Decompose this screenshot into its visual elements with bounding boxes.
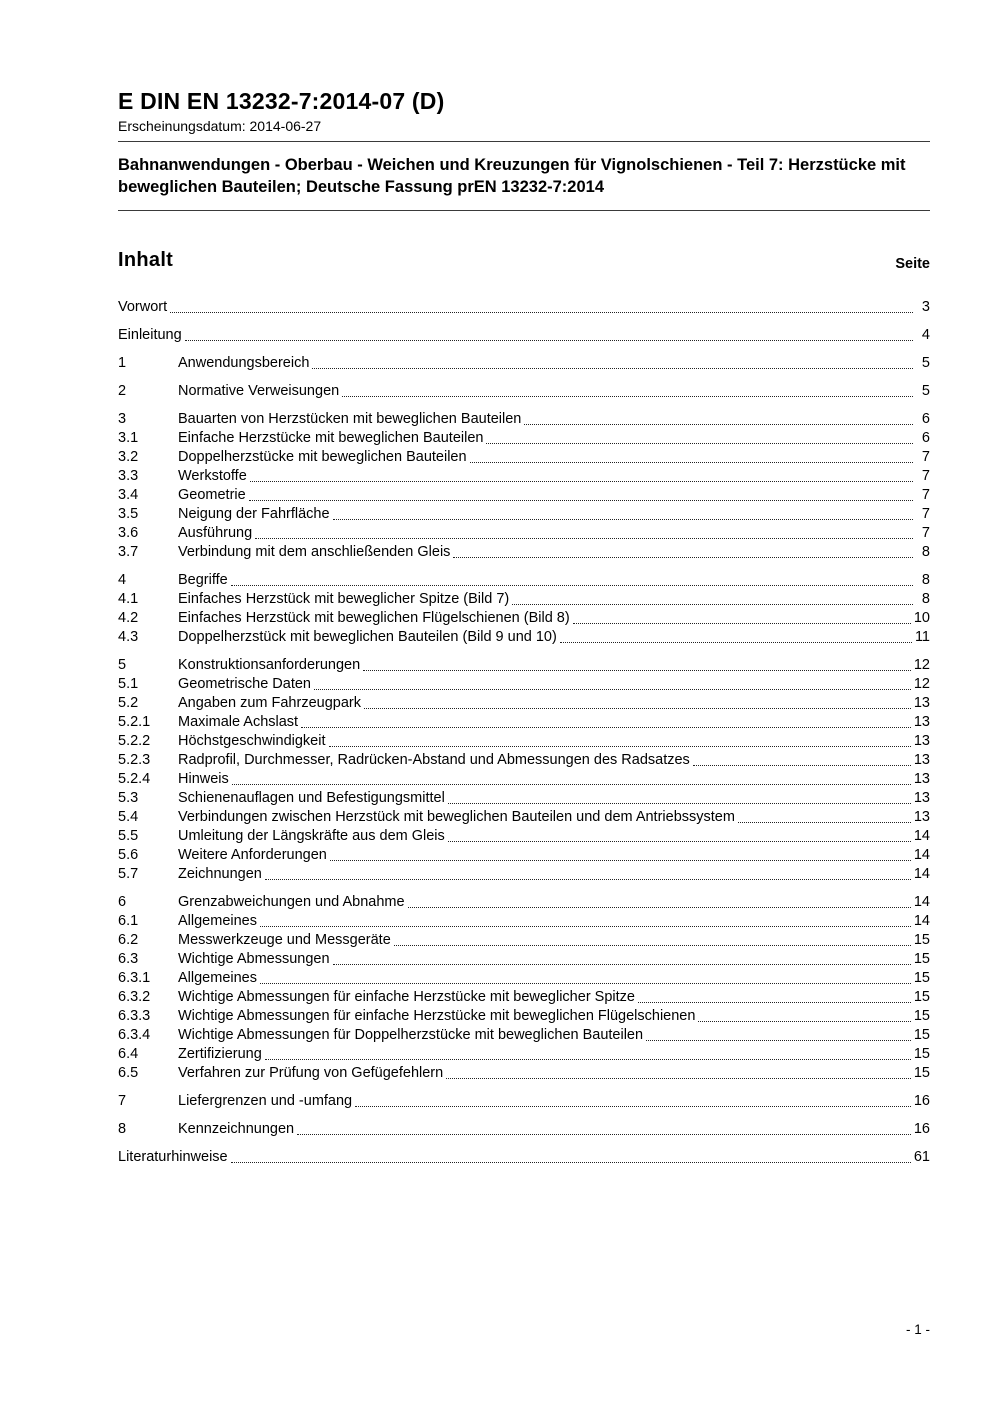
toc-dotted-leader (249, 486, 913, 501)
toc-row (118, 950, 930, 969)
toc-entry-page: 8 (921, 544, 930, 560)
toc-entry-title: Höchstgeschwindigkeit (178, 733, 326, 749)
toc-entry-number: 6.3.4 (118, 1027, 151, 1043)
toc-entry-number: 5.7 (118, 866, 139, 882)
toc-row (118, 1064, 930, 1083)
toc-entry-title: Normative Verweisungen (178, 383, 340, 399)
toc-entry-title: Einfaches Herzstück mit beweglichen Flügelschienen (Bild 8) (178, 610, 570, 626)
toc-entry-page: 7 (921, 525, 930, 541)
toc-entry-number: 3.7 (118, 544, 139, 560)
toc-entry-page: 14 (913, 828, 930, 844)
toc-entry-page: 5 (921, 383, 930, 399)
title-divider (118, 210, 930, 211)
toc-dotted-leader (524, 410, 913, 425)
toc-entry-title: Weitere Anforderungen (178, 847, 327, 863)
toc-entry-title: Wichtige Abmessungen für einfache Herzstücke mit beweglichen Flügelschienen (178, 1008, 696, 1024)
toc-entry-number: 5.2 (118, 695, 139, 711)
toc-entry-title: Einfache Herzstücke mit beweglichen Bauteilen (178, 430, 484, 446)
toc-entry-number: 5.2.1 (118, 714, 151, 730)
toc-dotted-leader (250, 467, 913, 482)
toc-entry-page: 16 (913, 1093, 930, 1109)
publication-date: Erscheinungsdatum: 2014-06-27 (118, 118, 322, 134)
toc-row (118, 505, 930, 524)
toc-row (118, 467, 930, 486)
toc-entry-page: 13 (913, 809, 930, 825)
toc-entry-number: 6.3.1 (118, 970, 151, 986)
toc-dotted-leader (301, 713, 911, 728)
toc-heading: Inhalt (118, 249, 174, 271)
toc-entry-page: 15 (913, 1046, 930, 1062)
toc-entry-title: Begriffe (178, 572, 228, 588)
toc-entry-page: 12 (913, 676, 930, 692)
toc-entry-title: Maximale Achslast (178, 714, 299, 730)
toc-dotted-leader (342, 382, 913, 397)
toc-entry-title: Verbindung mit dem anschließenden Gleis (178, 544, 451, 560)
toc-list (118, 298, 930, 1167)
toc-entry-number: 1 (118, 355, 127, 371)
toc-entry-number: 3.5 (118, 506, 139, 522)
toc-entry-title: Grenzabweichungen und Abnahme (178, 894, 405, 910)
toc-row (118, 571, 930, 590)
toc-entry-title: Bauarten von Herzstücken mit beweglichen Bauteilen (178, 411, 522, 427)
toc-dotted-leader (329, 732, 911, 747)
toc-entry-number: 5.2.4 (118, 771, 151, 787)
toc-row (118, 656, 930, 675)
toc-entry-title: Angaben zum Fahrzeugpark (178, 695, 361, 711)
toc-entry-number: 4.1 (118, 591, 139, 607)
document-id: E DIN EN 13232-7:2014-07 (D) (118, 88, 445, 114)
toc-entry-number: 3.4 (118, 487, 139, 503)
toc-dotted-leader (646, 1026, 911, 1041)
toc-entry-title: Wichtige Abmessungen für Doppelherzstücke mit beweglichen Bauteilen (178, 1027, 644, 1043)
toc-entry-title: Konstruktionsanforderungen (178, 657, 361, 673)
toc-entry-number: 3 (118, 411, 127, 427)
toc-row (118, 1007, 930, 1026)
toc-entry-title: Liefergrenzen und -umfang (178, 1093, 353, 1109)
toc-entry-page: 15 (913, 970, 930, 986)
toc-dotted-leader (738, 808, 911, 823)
toc-entry-page: 15 (913, 989, 930, 1005)
page-column-label: Seite (895, 256, 930, 272)
toc-dotted-leader (330, 846, 911, 861)
toc-entry-page: 13 (913, 695, 930, 711)
toc-dotted-leader (453, 543, 913, 558)
toc-entry-number: 3.2 (118, 449, 139, 465)
toc-entry-page: 6 (921, 411, 930, 427)
toc-header (118, 249, 930, 272)
toc-dotted-leader (448, 827, 911, 842)
toc-entry-number: 5.6 (118, 847, 139, 863)
document-title: Bahnanwendungen - Oberbau - Weichen und Kreuzungen für Vignolschienen - Teil 7: Herzstücke mit beweglichen Bauteilen; Deutsche Fassung prEN 13232-7:2014 (118, 156, 906, 196)
toc-row (118, 1120, 930, 1139)
toc-dotted-leader (470, 448, 913, 463)
toc-entry-number: 6.5 (118, 1065, 139, 1081)
toc-dotted-leader (448, 789, 911, 804)
toc-dotted-leader (333, 950, 911, 965)
toc-row (118, 988, 930, 1007)
toc-row (118, 827, 930, 846)
toc-row (118, 694, 930, 713)
toc-dotted-leader (297, 1120, 911, 1135)
toc-entry-title: Kennzeichnungen (178, 1121, 295, 1137)
toc-row (118, 931, 930, 950)
toc-dotted-leader (265, 865, 911, 880)
toc-dotted-leader (232, 770, 911, 785)
toc-dotted-leader (231, 1148, 911, 1163)
toc-entry-number: 5.5 (118, 828, 139, 844)
toc-entry-number: 4.2 (118, 610, 139, 626)
toc-entry-page: 15 (913, 932, 930, 948)
toc-dotted-leader (698, 1007, 910, 1022)
toc-entry-number: 5 (118, 657, 127, 673)
toc-entry-page: 8 (921, 572, 930, 588)
toc-entry-page: 14 (913, 847, 930, 863)
toc-entry-title: Zertifizierung (178, 1046, 262, 1062)
toc-entry-number: 5.4 (118, 809, 139, 825)
toc-row (118, 609, 930, 628)
toc-row (118, 354, 930, 373)
toc-entry-title: Geometrie (178, 487, 246, 503)
toc-entry-number: 7 (118, 1093, 127, 1109)
toc-row (118, 543, 930, 562)
toc-row (118, 969, 930, 988)
toc-entry-number: 6.3.2 (118, 989, 151, 1005)
toc-entry-number: 6.3.3 (118, 1008, 151, 1024)
toc-entry-number: 6 (118, 894, 127, 910)
toc-entry-title: Radprofil, Durchmesser, Radrücken-Abstand und Abmessungen des Radsatzes (178, 752, 690, 768)
toc-row (118, 893, 930, 912)
toc-dotted-leader (255, 524, 913, 539)
toc-row (118, 590, 930, 609)
toc-row (118, 789, 930, 808)
toc-entry-page: 13 (913, 733, 930, 749)
toc-entry-number: 5.2.3 (118, 752, 151, 768)
toc-entry-title: Werkstoffe (178, 468, 247, 484)
toc-entry-title: Wichtige Abmessungen (178, 951, 330, 967)
toc-entry-number: 5.1 (118, 676, 139, 692)
toc-entry-page: 7 (921, 468, 930, 484)
toc-row (118, 846, 930, 865)
toc-dotted-leader (693, 751, 911, 766)
toc-entry-page: 10 (913, 610, 930, 626)
toc-row (118, 865, 930, 884)
toc-dotted-leader (312, 354, 913, 369)
toc-entry-title: Verbindungen zwischen Herzstück mit beweglichen Bauteilen und dem Antriebssystem (178, 809, 735, 825)
toc-entry-title: Einfaches Herzstück mit beweglicher Spitze (Bild 7) (178, 591, 510, 607)
toc-entry-page: 13 (913, 752, 930, 768)
toc-dotted-leader (260, 912, 911, 927)
toc-dotted-leader (314, 675, 911, 690)
toc-dotted-leader (364, 694, 911, 709)
toc-entry-number: 2 (118, 383, 127, 399)
toc-row (118, 410, 930, 429)
toc-entry-title: Wichtige Abmessungen für einfache Herzstücke mit beweglicher Spitze (178, 989, 635, 1005)
toc-entry-title: Doppelherzstück mit beweglichen Bauteilen (Bild 9 und 10) (178, 629, 557, 645)
toc-entry-title: Einleitung (118, 327, 182, 343)
toc-entry-title: Vorwort (118, 299, 168, 315)
toc-entry-page: 14 (913, 866, 930, 882)
toc-entry-title: Zeichnungen (178, 866, 262, 882)
toc-row (118, 732, 930, 751)
toc-row (118, 1045, 930, 1064)
toc-dotted-leader (170, 298, 913, 313)
toc-dotted-leader (333, 505, 913, 520)
toc-row (118, 1092, 930, 1111)
toc-row (118, 713, 930, 732)
toc-entry-title: Neigung der Fahrfläche (178, 506, 330, 522)
toc-entry-page: 13 (913, 790, 930, 806)
toc-entry-number: 6.4 (118, 1046, 139, 1062)
toc-entry-page: 16 (913, 1121, 930, 1137)
toc-dotted-leader (446, 1064, 911, 1079)
toc-dotted-leader (265, 1045, 911, 1060)
toc-entry-title: Doppelherzstücke mit beweglichen Bauteilen (178, 449, 467, 465)
toc-dotted-leader (512, 590, 913, 605)
toc-entry-page: 6 (921, 430, 930, 446)
toc-entry-page: 15 (913, 1065, 930, 1081)
toc-row (118, 524, 930, 543)
toc-entry-number: 6.3 (118, 951, 139, 967)
toc-entry-title: Allgemeines (178, 970, 257, 986)
toc-row (118, 751, 930, 770)
toc-entry-number: 5.3 (118, 790, 139, 806)
toc-dotted-leader (638, 988, 911, 1003)
toc-row (118, 448, 930, 467)
toc-entry-page: 15 (913, 1008, 930, 1024)
toc-dotted-leader (486, 429, 913, 444)
toc-entry-page: 3 (921, 299, 930, 315)
toc-entry-page: 11 (914, 629, 930, 645)
toc-entry-page: 7 (921, 449, 930, 465)
toc-entry-title: Literaturhinweise (118, 1149, 228, 1165)
toc-dotted-leader (260, 969, 911, 984)
toc-entry-page: 14 (913, 894, 930, 910)
toc-entry-page: 7 (921, 487, 930, 503)
toc-dotted-leader (231, 571, 913, 586)
toc-entry-number: 5.2.2 (118, 733, 151, 749)
toc-row (118, 628, 930, 647)
toc-dotted-leader (355, 1092, 911, 1107)
toc-row (118, 326, 930, 345)
footer-page-number: - 1 - (905, 1322, 930, 1337)
toc-dotted-leader (363, 656, 911, 671)
toc-entry-title: Allgemeines (178, 913, 257, 929)
toc-row (118, 808, 930, 827)
toc-entry-number: 8 (118, 1121, 127, 1137)
toc-dotted-leader (573, 609, 911, 624)
toc-entry-page: 5 (921, 355, 930, 371)
toc-entry-title: Anwendungsbereich (178, 355, 310, 371)
header-divider (118, 141, 930, 142)
toc-entry-title: Ausführung (178, 525, 253, 541)
toc-entry-title: Verfahren zur Prüfung von Gefügefehlern (178, 1065, 444, 1081)
toc-entry-number: 3.3 (118, 468, 139, 484)
toc-entry-number: 6.2 (118, 932, 139, 948)
toc-entry-page: 15 (913, 951, 930, 967)
toc-entry-number: 4.3 (118, 629, 139, 645)
toc-entry-page: 8 (921, 591, 930, 607)
toc-dotted-leader (408, 893, 911, 908)
toc-entry-title: Schienenauflagen und Befestigungsmittel (178, 790, 445, 806)
toc-row (118, 429, 930, 448)
toc-entry-title: Geometrische Daten (178, 676, 311, 692)
toc-entry-number: 3.6 (118, 525, 139, 541)
toc-row (118, 298, 930, 317)
toc-entry-number: 3.1 (118, 430, 139, 446)
toc-row (118, 770, 930, 789)
toc-entry-page: 13 (913, 771, 930, 787)
toc-entry-page: 4 (921, 327, 930, 343)
toc-row (118, 675, 930, 694)
toc-row (118, 912, 930, 931)
toc-entry-page: 7 (921, 506, 930, 522)
toc-entry-page: 12 (913, 657, 930, 673)
toc-entry-title: Messwerkzeuge und Messgeräte (178, 932, 391, 948)
toc-entry-page: 61 (913, 1149, 930, 1165)
toc-row (118, 382, 930, 401)
toc-dotted-leader (394, 931, 911, 946)
toc-entry-page: 15 (913, 1027, 930, 1043)
toc-entry-number: 6.1 (118, 913, 139, 929)
toc-row (118, 486, 930, 505)
toc-row (118, 1148, 930, 1167)
toc-entry-page: 14 (913, 913, 930, 929)
toc-dotted-leader (185, 326, 913, 341)
toc-entry-title: Umleitung der Längskräfte aus dem Gleis (178, 828, 445, 844)
toc-row (118, 1026, 930, 1045)
toc-entry-page: 13 (913, 714, 930, 730)
toc-dotted-leader (560, 628, 912, 643)
toc-entry-title: Hinweis (178, 771, 229, 787)
toc-entry-number: 4 (118, 572, 127, 588)
